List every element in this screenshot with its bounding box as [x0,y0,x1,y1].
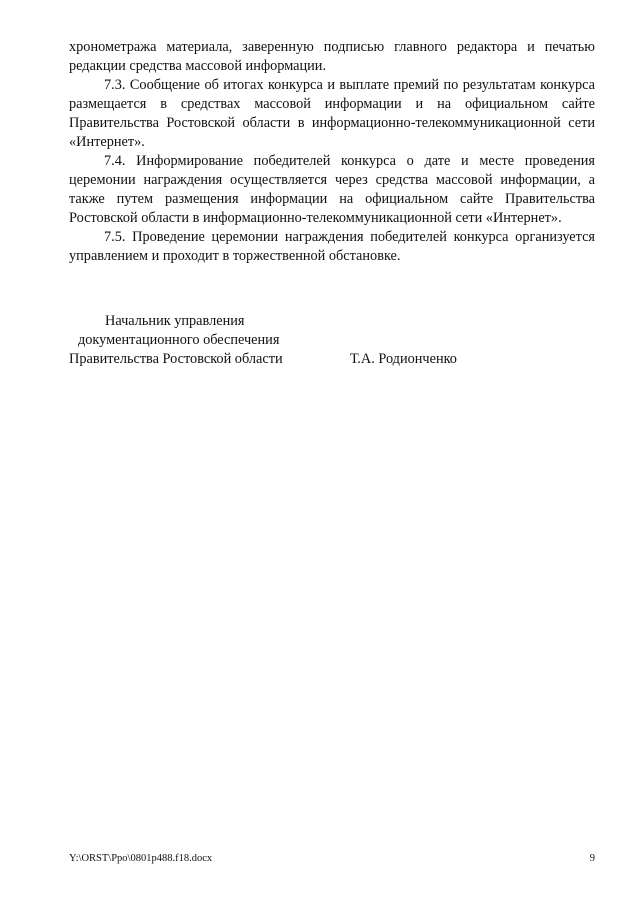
signature-block [69,312,489,369]
signatory-title-line3: Правительства Ростовской области [69,351,283,367]
signatory-row [69,350,489,369]
paragraph-7-3: 7.3. Сообщение об итогах конкурса и выплате премий по результатам конкурса размещается в средствах массовой информации и на официальном сайте Правительства Ростовской области в информационно-телекоммуникационной сети «Интернет». [69,77,595,150]
signatory-title-line2: документационного обеспечения [78,332,280,348]
page-footer [69,853,595,865]
footer-file-path: Y:\ORST\Ppo\0801p488.f18.docx [69,853,213,864]
paragraph-7-4: 7.4. Информирование победителей конкурса о дате и месте проведения церемонии награждения осуществляется через средства массовой информации, а также путем размещения информации на официальном сайте Правительства Ростовской области в информационно-телекоммуникационной сети «Интернет». [69,153,595,226]
paragraph-continuation: хронометража материала, заверенную подписью главного редактора и печатью редакции средства массовой информации. [69,39,595,74]
paragraph-7-5: 7.5. Проведение церемонии награждения победителей конкурса организуется управлением и проходит в торжественной обстановке. [69,229,595,264]
signatory-title-line1: Начальник управления [105,313,245,329]
signatory-name: Т.А. Родионченко [350,351,457,367]
document-body [69,38,595,266]
page-number: 9 [589,853,595,864]
